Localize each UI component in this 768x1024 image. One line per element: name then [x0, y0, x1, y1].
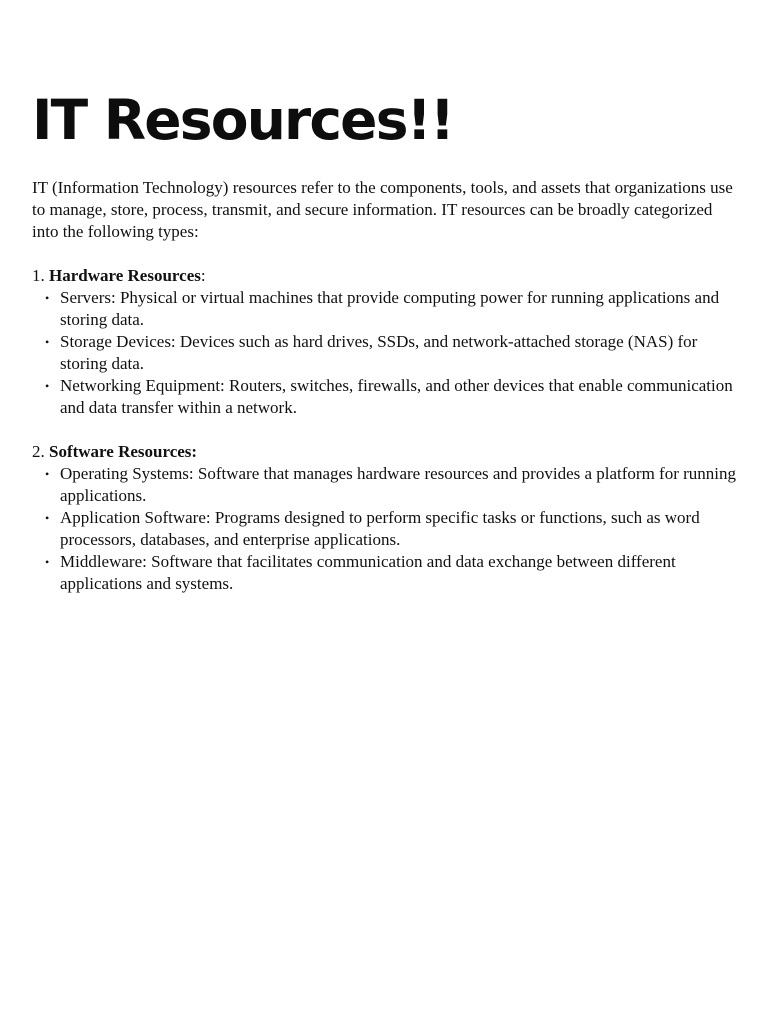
- bullet-icon: •: [45, 511, 50, 525]
- page-title: IT Resources!!: [32, 88, 454, 152]
- section-name: Software Resources:: [49, 442, 198, 461]
- section-hardware: [32, 265, 738, 419]
- bullet-icon: •: [45, 291, 50, 305]
- bullet-icon: •: [45, 379, 50, 393]
- list-item-text: Servers: Physical or virtual machines that provide computing power for running applications and storing data.: [60, 288, 720, 329]
- list-item-text: Operating Systems: Software that manages hardware resources and provides a platform for running applications.: [60, 464, 737, 505]
- list-item-text: Networking Equipment: Routers, switches, firewalls, and other devices that enable communication and data transfer within a network.: [60, 376, 733, 417]
- section-number: 1.: [32, 266, 45, 285]
- list-item: [45, 551, 738, 595]
- list-item: [45, 507, 738, 551]
- intro-paragraph: IT (Information Technology) resources refer to the components, tools, and assets that organizations use to manage, store, process, transmit, and secure information. IT resources can be broadly categorized into the following types:: [32, 178, 733, 241]
- software-list: [32, 463, 738, 595]
- list-item-text: Storage Devices: Devices such as hard drives, SSDs, and network-attached storage (NAS) for storing data.: [60, 332, 698, 373]
- list-item: [45, 331, 738, 375]
- hardware-list: [32, 287, 738, 419]
- section-heading: [32, 441, 738, 463]
- bullet-icon: •: [45, 467, 50, 481]
- list-item: [45, 463, 738, 507]
- section-suffix: :: [200, 266, 206, 285]
- section-software: [32, 441, 738, 595]
- section-name: Hardware Resources: [49, 266, 201, 285]
- document-page: [32, 82, 738, 617]
- list-item-text: Middleware: Software that facilitates communication and data exchange between different applications and systems.: [60, 552, 676, 593]
- list-item: [45, 375, 738, 419]
- section-heading: [32, 265, 738, 287]
- list-item: [45, 287, 738, 331]
- bullet-icon: •: [45, 335, 50, 349]
- bullet-icon: •: [45, 555, 50, 569]
- section-number: 2.: [32, 442, 45, 461]
- list-item-text: Application Software: Programs designed to perform specific tasks or functions, such as word processors, databases, and enterprise applications.: [60, 508, 700, 549]
